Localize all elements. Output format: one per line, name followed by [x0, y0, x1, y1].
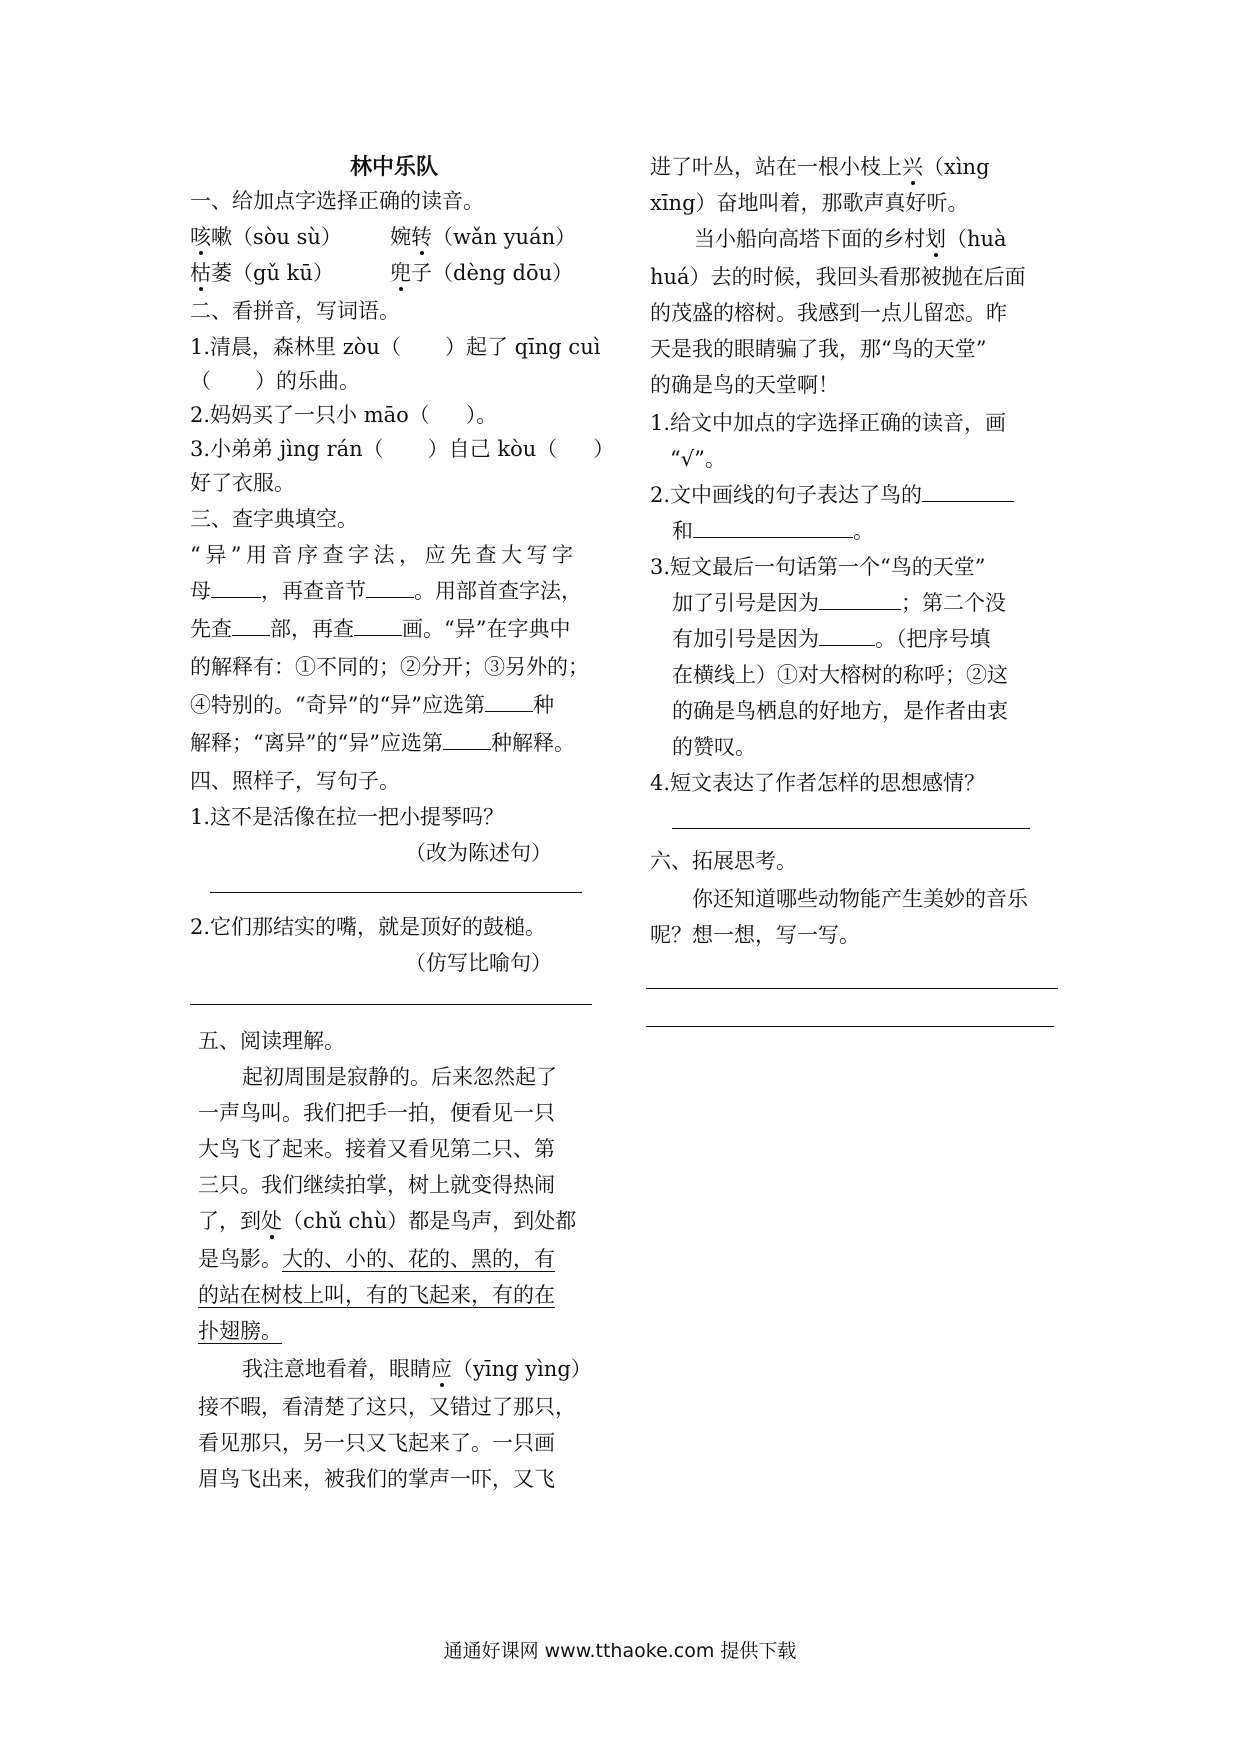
underlined-sentence: 大的、小的、花的、黑的，有 — [282, 1247, 555, 1271]
passage-line — [198, 1244, 555, 1274]
text: ）起了 qīng cuì — [444, 335, 601, 359]
text: ④特别的。“奇异”的“异”应选第 — [190, 693, 485, 717]
passage-line — [198, 1316, 282, 1346]
section-6-heading: 六、拓展思考。 — [650, 849, 797, 873]
pinyin-choice-row-2b — [390, 258, 573, 288]
reading-question-3b — [672, 588, 1006, 618]
section-4-heading: 四、照样子，写句子。 — [190, 769, 400, 793]
text: 进了叶丛，站在一根小枝上 — [650, 155, 902, 179]
section-1-heading: 一、给加点字选择正确的读音。 — [190, 189, 484, 213]
text: 2.文中画线的句子表达了鸟的 — [650, 483, 923, 507]
pinyin-choice-row-1b — [390, 222, 576, 252]
pinyin-choice-row-1 — [190, 222, 342, 252]
fill-blank[interactable] — [232, 615, 270, 636]
passage-line: huá）去的时候，我回头看那被抛在后面 — [650, 265, 1026, 289]
pinyin-choice-row-2 — [190, 258, 334, 288]
text: 。（把序号填 — [875, 627, 991, 651]
reading-question-2 — [650, 480, 1014, 510]
section-5-heading: 五、阅读理解。 — [198, 1029, 345, 1053]
text: 母 — [190, 579, 211, 603]
text: ） — [593, 437, 615, 461]
answer-line[interactable] — [672, 828, 1030, 829]
s3-line-1: “异”用音序查字法，应先查大写字 — [190, 543, 578, 567]
page-title: 林中乐队 — [350, 154, 439, 180]
text: ，再查音节 — [261, 579, 366, 603]
answer-line[interactable] — [646, 988, 1058, 989]
text: 有加引号是因为 — [672, 627, 819, 651]
passage-line: 天是我的眼睛骗了我，那“鸟的天堂” — [650, 337, 987, 361]
char: 嗽 — [211, 225, 232, 249]
text: （chǔ chù）都是鸟声，到处都 — [282, 1209, 577, 1233]
s4-question-2: 2.它们那结实的嘴，就是顶好的鼓槌。 — [190, 915, 547, 939]
text: 当小船向高塔下面的乡村 — [694, 227, 925, 251]
dotted-char: 应 — [431, 1357, 452, 1381]
passage-line: 看见那只，另一只又飞起来了。一只画 — [198, 1431, 555, 1455]
dotted-char: 兴 — [902, 155, 923, 179]
text: ）自己 kòu（ — [427, 437, 558, 461]
s2-line-5: 好了衣服。 — [190, 471, 295, 495]
passage-line: 一声鸟叫。我们把手一拍，便看见一只 — [198, 1101, 555, 1125]
text: 和 — [672, 519, 693, 543]
passage-line — [694, 224, 1007, 254]
passage-line: 接不暇，看清楚了这只，又错过了那只， — [198, 1395, 576, 1419]
char: 子 — [411, 261, 432, 285]
fill-blank[interactable] — [922, 481, 1014, 502]
text: 加了引号是因为 — [672, 591, 819, 615]
reading-options: （sòu sù） — [232, 225, 342, 249]
s2-line-4 — [190, 434, 614, 464]
s2-line-3 — [190, 400, 497, 430]
text: 先查 — [190, 617, 232, 641]
s3-line-2 — [190, 576, 582, 606]
reading-question-1: 1.给文中加点的字选择正确的读音，画 — [650, 411, 1007, 435]
passage-line: 的确是鸟的天堂啊！ — [650, 373, 839, 397]
fill-blank[interactable] — [354, 615, 402, 636]
text: ）的乐曲。 — [255, 369, 360, 393]
text: ；第二个没 — [901, 591, 1006, 615]
answer-line[interactable] — [646, 1026, 1054, 1027]
reading-question-3e: 的确是鸟栖息的好地方，是作者由衷 — [672, 699, 1008, 723]
text: 。用部首查字法， — [414, 579, 582, 603]
reading-question-2b — [672, 516, 874, 546]
s2-line-2 — [190, 366, 360, 396]
fill-blank[interactable] — [693, 517, 853, 538]
dotted-char: 兜 — [390, 261, 411, 285]
dotted-char: 枯 — [190, 261, 211, 285]
reading-question-3: 3.短文最后一句话第一个“鸟的天堂” — [650, 555, 986, 579]
s2-line-1 — [190, 332, 600, 362]
reading-question-4: 4.短文表达了作者怎样的思想感情？ — [650, 771, 986, 795]
section-3-heading: 三、查字典填空。 — [190, 507, 358, 531]
text: （xìng — [923, 155, 990, 179]
reading-options: （gǔ kū） — [232, 261, 334, 285]
text: 了，到 — [198, 1209, 261, 1233]
s3-line-5 — [190, 690, 554, 720]
reading-question-1b: “√”。 — [670, 447, 726, 471]
passage-line — [242, 1354, 592, 1384]
s6-line-1: 你还知道哪些动物能产生美妙的音乐 — [692, 887, 1028, 911]
s3-line-6 — [190, 728, 575, 758]
text: 。 — [853, 519, 874, 543]
passage-line — [650, 152, 990, 182]
reading-question-3d: 在横线上）①对大榕树的称呼；②这 — [672, 663, 1008, 687]
passage-line — [198, 1206, 576, 1236]
text: 2.妈妈买了一只小 māo（ — [190, 403, 430, 427]
s4-question-1: 1.这不是活像在拉一把小提琴吗？ — [190, 805, 505, 829]
text: 种 — [532, 693, 554, 717]
fill-blank[interactable] — [819, 589, 901, 610]
text: （huà — [946, 227, 1007, 251]
text: ）。 — [465, 403, 498, 427]
s6-line-2: 呢？想一想，写一写。 — [650, 923, 860, 947]
fill-blank[interactable] — [819, 625, 875, 646]
text: 解释；“离异”的“异”应选第 — [190, 731, 443, 755]
reading-question-3c — [672, 624, 991, 654]
section-2-heading: 二、看拼音，写词语。 — [190, 299, 400, 323]
reading-options: （wǎn yuán） — [432, 225, 577, 249]
s4-question-2-hint: （仿写比喻句） — [405, 951, 552, 975]
passage-line: 起初周围是寂静的。后来忽然起了 — [242, 1065, 557, 1089]
dotted-char: 咳 — [190, 225, 211, 249]
text: 3.小弟弟 jìng rán（ — [190, 437, 384, 461]
text: 部，再查 — [270, 617, 354, 641]
passage-line: 三只。我们继续拍掌，树上就变得热闹 — [198, 1173, 555, 1197]
fill-blank[interactable] — [211, 577, 261, 598]
s3-line-3 — [190, 614, 570, 644]
s3-line-4: 的解释有：①不同的；②分开；③另外的； — [190, 655, 589, 679]
passage-line: 的茂盛的榕树。我感到一点儿留恋。昨 — [650, 301, 1007, 325]
text: 种解释。 — [490, 731, 575, 755]
text: 画。“异”在字典中 — [402, 617, 571, 641]
char: 萎 — [211, 261, 232, 285]
reading-options: （dèng dōu） — [432, 261, 574, 285]
underlined-sentence: 扑翅膀。 — [198, 1319, 282, 1343]
text: （ — [190, 369, 211, 393]
dotted-char: 转 — [411, 225, 432, 249]
page-footer: 通通好课网 www.tthaoke.com 提供下载 — [443, 1640, 797, 1662]
fill-blank[interactable] — [485, 691, 533, 712]
fill-blank[interactable] — [366, 577, 414, 598]
passage-line: 眉鸟飞出来，被我们的掌声一吓，又飞 — [198, 1467, 555, 1491]
answer-line[interactable] — [190, 1004, 592, 1005]
text: 1.清晨，森林里 zòu（ — [190, 335, 401, 359]
answer-line[interactable] — [210, 892, 582, 893]
passage-line: 大鸟飞了起来。接着又看见第二只、第 — [198, 1137, 555, 1161]
passage-line — [198, 1280, 555, 1310]
text: （yīng yìng） — [452, 1357, 592, 1381]
dotted-char: 划 — [925, 227, 946, 251]
char: 婉 — [390, 225, 411, 249]
underlined-sentence: 的站在树枝上叫，有的飞起来，有的在 — [198, 1283, 555, 1307]
s4-question-1-hint: （改为陈述句） — [405, 841, 552, 865]
fill-blank[interactable] — [443, 729, 491, 750]
text: 是鸟影。 — [198, 1247, 282, 1271]
passage-line: xīng）奋地叫着，那歌声真好听。 — [650, 191, 969, 215]
reading-question-3f: 的赞叹。 — [672, 735, 756, 759]
dotted-char: 处 — [261, 1209, 282, 1233]
text: 我注意地看着，眼睛 — [242, 1357, 431, 1381]
